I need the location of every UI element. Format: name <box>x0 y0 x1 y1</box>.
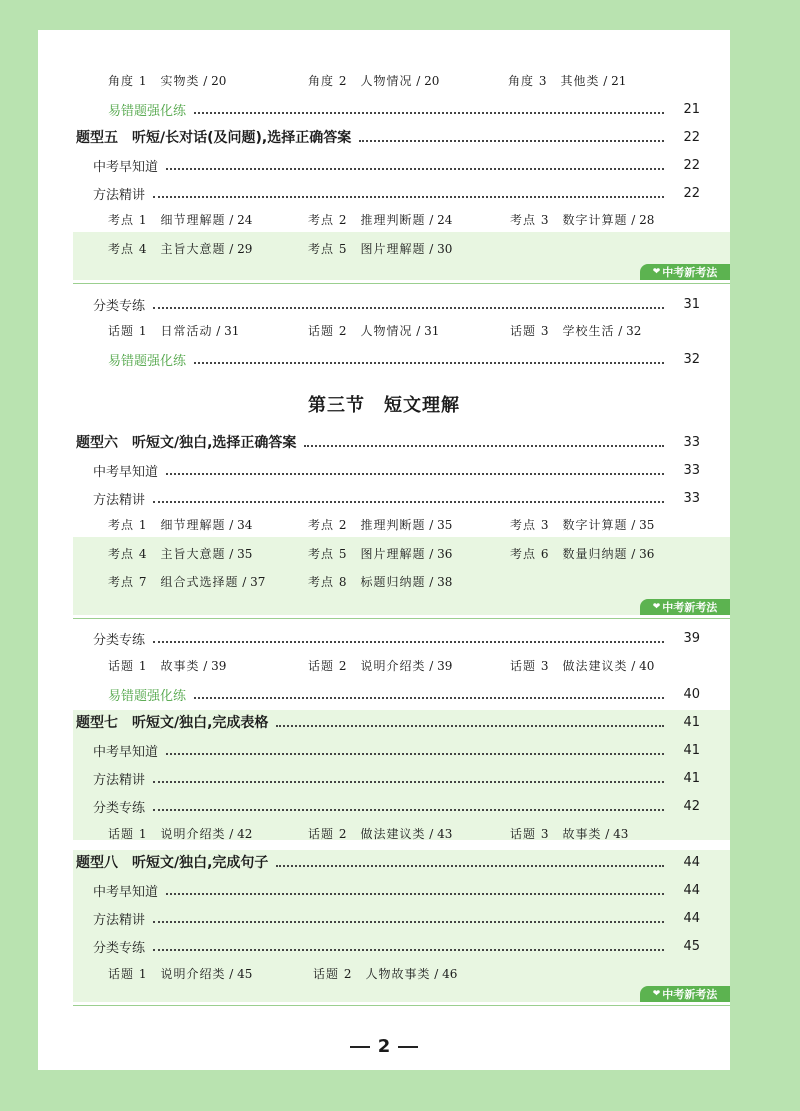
toc-subitem[interactable]: 考点 5 图片理解题 / 30 <box>308 242 453 256</box>
new-method-badge: ❤ 中考新考法 <box>640 599 730 615</box>
toc-entry[interactable]: 分类专练 39 <box>93 630 700 648</box>
new-method-badge: ❤ 中考新考法 <box>640 264 730 280</box>
dash-right <box>398 1046 418 1048</box>
toc-subitem[interactable]: 考点 1 细节理解题 / 24 <box>108 213 253 227</box>
toc-topic[interactable]: 题型八 听短文/独白,完成句子 44 <box>76 854 700 871</box>
toc-subitem[interactable]: 考点 3 数字计算题 / 35 <box>510 518 655 532</box>
toc-page <box>38 30 730 1070</box>
toc-entry[interactable]: 方法精讲 33 <box>93 490 700 508</box>
dash-left <box>350 1046 370 1048</box>
toc-entry[interactable]: 方法精讲 44 <box>93 910 700 928</box>
page-number-value: 2 <box>377 1036 391 1057</box>
toc-entry[interactable]: 方法精讲 41 <box>93 770 700 788</box>
toc-entry[interactable]: 中考早知道 44 <box>93 882 700 900</box>
toc-subitem[interactable]: 角度 1 实物类 / 20 <box>108 74 227 88</box>
toc-entry[interactable]: 易错题强化练 21 <box>108 101 700 119</box>
divider <box>73 1005 730 1006</box>
toc-entry[interactable]: 易错题强化练 32 <box>108 351 700 369</box>
toc-subitem[interactable]: 考点 4 主旨大意题 / 29 <box>108 242 253 256</box>
section-title: 第三节 短文理解 <box>308 395 460 416</box>
toc-subitem[interactable]: 考点 2 推理判断题 / 35 <box>308 518 453 532</box>
toc-subitem[interactable]: 话题 2 人物故事类 / 46 <box>313 967 458 981</box>
toc-subitem[interactable]: 话题 3 学校生活 / 32 <box>510 324 642 338</box>
toc-subitem[interactable]: 话题 2 人物情况 / 31 <box>308 324 440 338</box>
toc-subitem[interactable]: 考点 6 数量归纳题 / 36 <box>510 547 655 561</box>
toc-topic[interactable]: 题型五 听短/长对话(及问题),选择正确答案 22 <box>76 129 700 146</box>
toc-subitem[interactable]: 考点 8 标题归纳题 / 38 <box>308 575 453 589</box>
toc-subitem[interactable]: 考点 4 主旨大意题 / 35 <box>108 547 253 561</box>
toc-topic[interactable]: 题型七 听短文/独白,完成表格 41 <box>76 714 700 731</box>
toc-subitem[interactable]: 考点 1 细节理解题 / 34 <box>108 518 253 532</box>
new-method-badge: ❤ 中考新考法 <box>640 986 730 1002</box>
toc-subitem[interactable]: 话题 1 日常活动 / 31 <box>108 324 240 338</box>
toc-entry[interactable]: 分类专练 42 <box>93 798 700 816</box>
toc-entry[interactable]: 中考早知道 41 <box>93 742 700 760</box>
toc-subitem[interactable]: 考点 7 组合式选择题 / 37 <box>108 575 266 589</box>
divider <box>73 618 730 619</box>
toc-entry[interactable]: 分类专练 31 <box>93 296 700 314</box>
page-number <box>38 1036 730 1057</box>
heart-icon: ❤ <box>652 267 661 277</box>
toc-subitem[interactable]: 考点 5 图片理解题 / 36 <box>308 547 453 561</box>
toc-subitem[interactable]: 话题 3 故事类 / 43 <box>510 827 629 841</box>
toc-subitem[interactable]: 话题 2 做法建议类 / 43 <box>308 827 453 841</box>
toc-subitem[interactable]: 角度 3 其他类 / 21 <box>508 74 627 88</box>
toc-subitem[interactable]: 考点 3 数字计算题 / 28 <box>510 213 655 227</box>
toc-subitem[interactable]: 话题 1 说明介绍类 / 42 <box>108 827 253 841</box>
toc-entry[interactable]: 易错题强化练 40 <box>108 686 700 704</box>
toc-subitem[interactable]: 考点 2 推理判断题 / 24 <box>308 213 453 227</box>
toc-subitem[interactable]: 话题 2 说明介绍类 / 39 <box>308 659 453 673</box>
toc-topic[interactable]: 题型六 听短文/独白,选择正确答案 33 <box>76 434 700 451</box>
toc-subitem[interactable]: 话题 1 说明介绍类 / 45 <box>108 967 253 981</box>
toc-subitem[interactable]: 角度 2 人物情况 / 20 <box>308 74 440 88</box>
toc-entry[interactable]: 方法精讲 22 <box>93 185 700 203</box>
toc-entry[interactable]: 中考早知道 33 <box>93 462 700 480</box>
divider <box>73 283 730 284</box>
toc-subitem[interactable]: 话题 1 故事类 / 39 <box>108 659 227 673</box>
toc-entry[interactable]: 中考早知道 22 <box>93 157 700 175</box>
toc-subitem[interactable]: 话题 3 做法建议类 / 40 <box>510 659 655 673</box>
toc-entry[interactable]: 分类专练 45 <box>93 938 700 956</box>
heart-icon: ❤ <box>652 602 661 612</box>
heart-icon: ❤ <box>652 989 661 999</box>
